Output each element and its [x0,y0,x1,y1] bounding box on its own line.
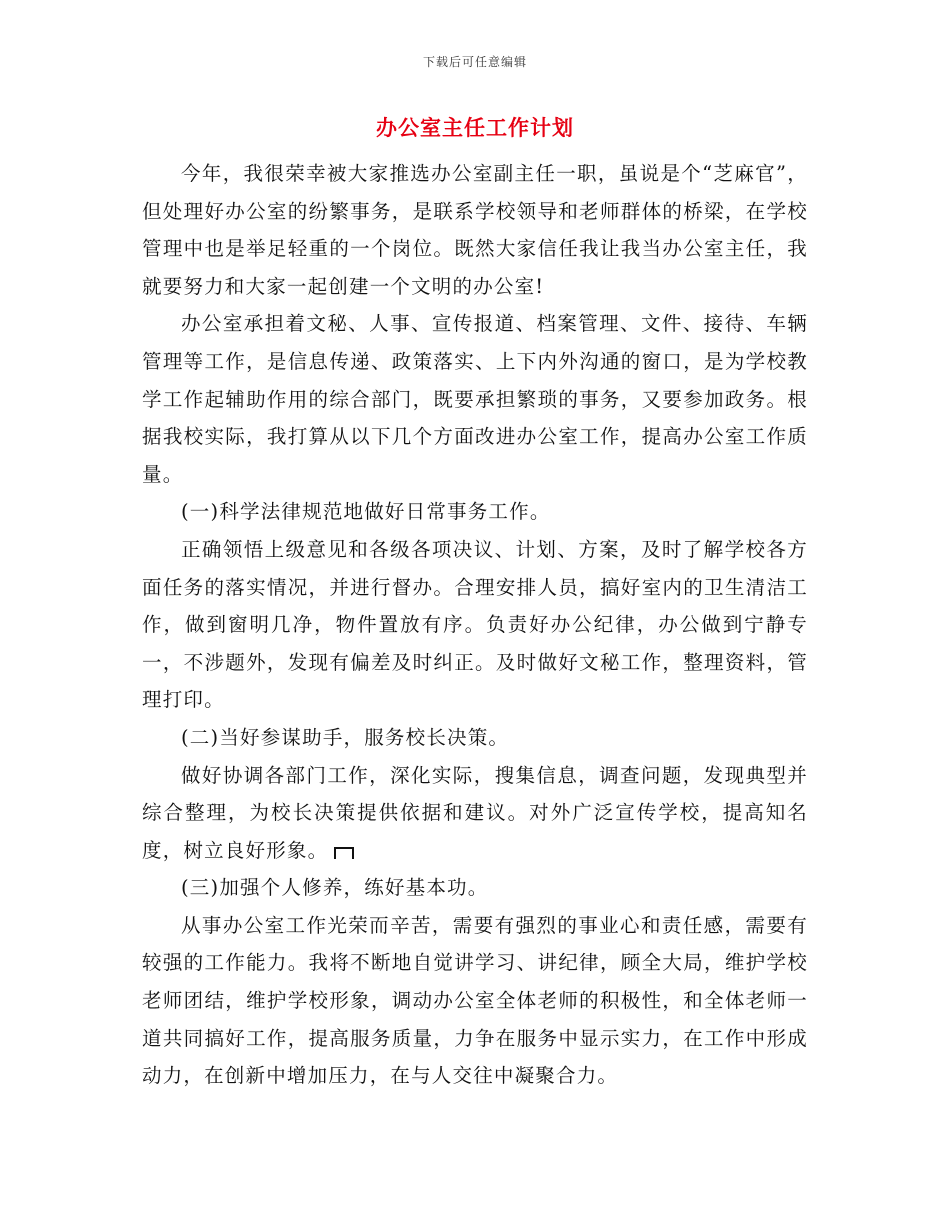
section-heading-3: (三)加强个人修养，练好基本功。 [181,876,489,900]
paragraph-5: 从事办公室工作光荣而辛苦，需要有强烈的事业心和责任感，需要有较强的工作能力。我将不断地自觉讲学习、讲纪律，顾全大局，维护学校老师团结，维护学校形象，调动办公室全体老师的积极性，和全体老师一道共同搞好工作，提高服务质量，力争在服务中显示实力，在工作中形成动力，在创新中增加压力，在与人交往中凝聚合力。 [142,913,808,1088]
document-body [142,155,808,1095]
document-title: 办公室主任工作计划 [376,115,574,140]
header-note: 下载后可任意编辑 [422,55,527,69]
paragraph-4 [142,757,808,870]
paragraph-2: 办公室承担着文秘、人事、宣传报道、档案管理、文件、接待、车辆管理等工作，是信息传递、政策落实、上下内外沟通的窗口，是为学校教学工作起辅助作用的综合部门，既要承担繁琐的事务，又要参加政务。根据我校实际，我打算从以下几个方面改进办公室工作，提高办公室工作质量。 [142,312,808,486]
section-heading-1: (一)科学法律规范地做好日常事务工作。 [181,500,551,524]
paragraph-3: 正确领悟上级意见和各级各项决议、计划、方案，及时了解学校各方面任务的落实情况，并进行督办。合理安排人员，搞好室内的卫生清洁工作，做到窗明几净，物件置放有序。负责好办公纪律，办公做到宁静专一，不涉题外，发现有偏差及时纠正。及时做好文秘工作，整理资料，管理打印。 [142,537,808,712]
paragraph-1: 今年，我很荣幸被大家推选办公室副主任一职，虽说是个“芝麻官”，但处理好办公室的纷繁事务，是联系学校领导和老师群体的桥梁，在学校管理中也是举足轻重的一个岗位。既然大家信任我让我当办公室主任，我就要努力和大家一起创建一个文明的办公室! [142,162,808,298]
bracket-mark-icon [334,847,354,859]
section-heading-2: (二)当好参谋助手，服务校长决策。 [181,725,510,749]
paragraph-4-text: 做好协调各部门工作，深化实际，搜集信息，调查问题，发现典型并综合整理，为校长决策提供依据和建议。对外广泛宣传学校，提高知名度，树立良好形象。 [142,763,808,862]
